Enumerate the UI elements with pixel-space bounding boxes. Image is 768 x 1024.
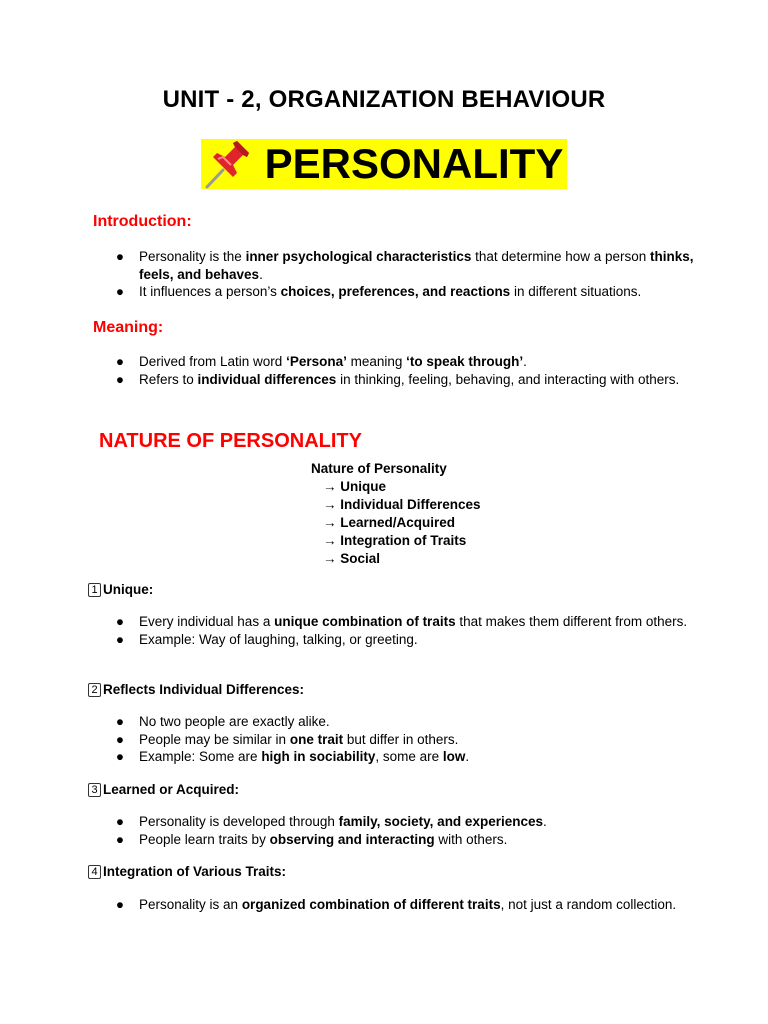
meaning-list bbox=[115, 353, 695, 388]
integration-list bbox=[115, 896, 695, 914]
intro-list bbox=[115, 248, 695, 301]
keycap-number-icon: 1 bbox=[88, 583, 101, 597]
list-item: ● Example: Some are high in sociability, some are low. bbox=[115, 749, 470, 764]
meaning-heading: Meaning: bbox=[93, 319, 164, 336]
list-item: ● People may be similar in one trait but differ in others. bbox=[115, 731, 459, 747]
intro-heading: Introduction: bbox=[93, 213, 192, 230]
diagram-root: Nature of Personality bbox=[311, 461, 447, 476]
diagram-item: → Individual Differences bbox=[323, 496, 481, 512]
headline-highlight bbox=[201, 139, 568, 189]
nature-diagram bbox=[311, 460, 481, 567]
diagram-item: → Integration of Traits bbox=[323, 532, 467, 548]
nature-heading: NATURE OF PERSONALITY bbox=[99, 430, 362, 452]
diagram-item: → Social bbox=[323, 550, 381, 566]
list-item: ● It influences a person’s choices, preferences, and reactions in different situations. bbox=[115, 284, 642, 299]
unique-list bbox=[115, 613, 695, 648]
differences-list bbox=[115, 713, 695, 766]
list-item: ● Refers to individual differences in thinking, feeling, behaving, and interacting with others. bbox=[115, 371, 680, 387]
diagram-item: → Unique bbox=[323, 478, 386, 494]
headline-text: PERSONALITY bbox=[264, 140, 564, 187]
section-heading-unique: 1 Unique: bbox=[88, 582, 153, 597]
section-heading-differences: 2 Reflects Individual Differences: bbox=[88, 682, 304, 697]
section-heading-integration: 4 Integration of Various Traits: bbox=[88, 864, 286, 879]
document-title: UNIT - 2, ORGANIZATION BEHAVIOUR bbox=[162, 86, 606, 113]
list-item: ● Every individual has a unique combination of traits that makes them different from others. bbox=[115, 614, 688, 629]
section-heading-learned: 3 Learned or Acquired: bbox=[88, 782, 239, 797]
list-item: ● People learn traits by observing and interacting with others. bbox=[115, 831, 508, 847]
keycap-number-icon: 2 bbox=[88, 683, 101, 697]
list-item: ● Personality is developed through family, society, and experiences. bbox=[115, 814, 547, 829]
list-item: ● No two people are exactly alike. bbox=[115, 714, 330, 729]
headline-container bbox=[0, 139, 768, 194]
list-item: ● Personality is the inner psychological characteristics that determine how a person thinks, feels, and behaves. bbox=[115, 249, 694, 282]
keycap-number-icon: 4 bbox=[88, 865, 101, 879]
list-item: ● Derived from Latin word ‘Persona’ meaning ‘to speak through’. bbox=[115, 354, 527, 369]
pushpin-icon bbox=[203, 139, 255, 189]
list-item: ● Personality is an organized combination of different traits, not just a random collection. bbox=[115, 897, 677, 912]
list-item: ● Example: Way of laughing, talking, or greeting. bbox=[115, 631, 418, 647]
keycap-number-icon: 3 bbox=[88, 783, 101, 797]
learned-list bbox=[115, 813, 695, 848]
diagram-item: → Learned/Acquired bbox=[323, 514, 456, 530]
